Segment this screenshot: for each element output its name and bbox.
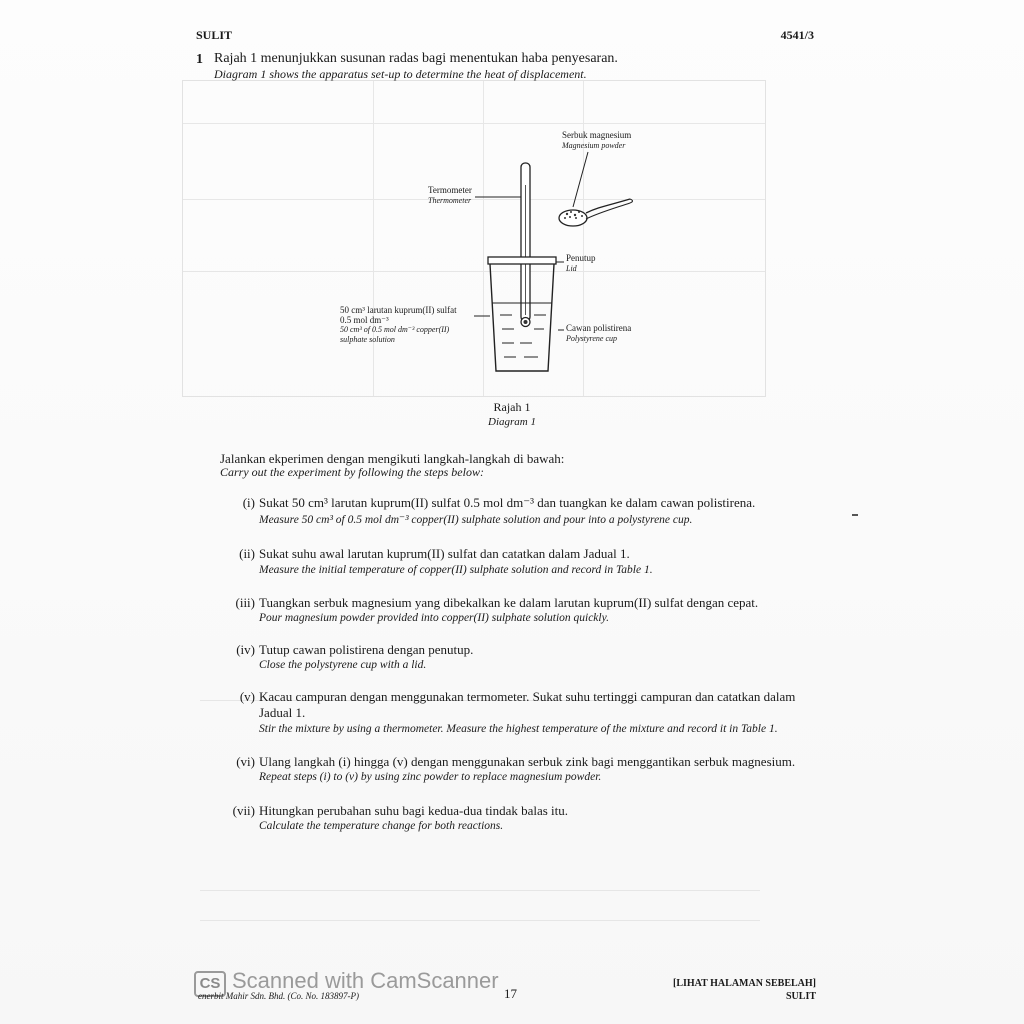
camscanner-logo: CS [194,971,226,997]
scan-speck [852,514,858,516]
diagram-caption-en: Diagram 1 [488,416,536,428]
camscanner-watermark: Scanned with CamScanner [232,968,499,993]
lid-label: Penutup Lid [566,253,596,273]
magnesium-powder-label: Serbuk magnesium Magnesium powder [562,130,632,150]
step-text-bm: Tuangkan serbuk magnesium yang dibekalkan ke dalam larutan kuprum(II) sulfat dengan cepat. [259,595,759,610]
publisher-line: enerbit Mahir Sdn. Bhd. (Co. No. 183897-P) [198,991,359,1001]
step-text-en: Repeat steps (i) to (v) by using zinc powder to replace magnesium powder. [259,771,602,783]
thermometer-drawing [521,163,530,327]
thermometer-label: Termometer Thermometer [428,185,472,205]
step-text-en: Measure 50 cm³ of 0.5 mol dm⁻³ copper(II) sulphate solution and pour into a polystyrene cup. [259,514,693,526]
question-text-bm: Rajah 1 menunjukkan susunan radas bagi menentukan haba penyesaran. [214,51,618,66]
step-number: (vii) [232,803,255,818]
apparatus-drawing [330,125,690,385]
footer-classification: SULIT [785,991,816,1002]
header-paper-code: 4541/3 [780,28,814,42]
step-text-en: Pour magnesium powder provided into copper(II) sulphate solution quickly. [259,612,609,624]
page-number: 17 [504,986,517,1001]
lid-drawing [488,257,556,264]
step-number: (vi) [236,754,255,769]
next-page-note: [LIHAT HALAMAN SEBELAH] [673,978,816,989]
step-number: (iv) [236,642,255,657]
step-text-bm: Ulang langkah (i) hingga (v) dengan menggunakan serbuk zink bagi menggantikan serbuk magnesium. [259,754,796,769]
step-number: (i) [242,495,255,510]
instructions-intro-en: Carry out the experiment by following the steps below: [220,465,484,479]
step-text-en: Calculate the temperature change for both reactions. [259,820,504,832]
step-text-en: Stir the mixture by using a thermometer. Measure the highest temperature of the mixture and record it in Table 1. [259,723,778,735]
diagram-caption-bm: Rajah 1 [493,400,531,414]
apparatus-diagram [330,125,690,385]
step-text-bm: Tutup cawan polistirena dengan penutup. [259,642,474,657]
step-text-bm: Kacau campuran dengan menggunakan termometer. Sukat suhu tertinggi campuran dan catatkan dalam Jadual 1. [259,689,796,720]
step-number: (ii) [239,546,255,561]
step-number: (v) [239,689,255,704]
step-text-bm: Sukat 50 cm³ larutan kuprum(II) sulfat 0.5 mol dm⁻³ dan tuangkan ke dalam cawan polistirena. [259,495,756,510]
question-number: 1 [196,52,203,67]
step-text-en: Measure the initial temperature of copper(II) sulphate solution and record in Table 1. [259,564,653,576]
question-text-en: Diagram 1 shows the apparatus set-up to determine the heat of displacement. [214,67,587,81]
step-text-en: Close the polystyrene cup with a lid. [259,659,427,671]
copper-sulphate-solution-label: 50 cm³ larutan kuprum(II) sulfat 0.5 mol dm⁻³ 50 cm³ of 0.5 mol dm⁻³ copper(II) sulphate solution [340,305,457,344]
polystyrene-cup-label: Cawan polistirena Polystyrene cup [566,323,632,343]
header-classification: SULIT [196,28,233,42]
spoon-drawing [559,199,633,226]
step-text-bm: Sukat suhu awal larutan kuprum(II) sulfat dan catatkan dalam Jadual 1. [259,546,630,561]
step-text-bm: Hitungkan perubahan suhu bagi kedua-dua tindak balas itu. [259,803,569,818]
step-number: (iii) [235,595,255,610]
instructions-intro-bm: Jalankan ekperimen dengan mengikuti langkah-langkah di bawah: [220,451,565,466]
